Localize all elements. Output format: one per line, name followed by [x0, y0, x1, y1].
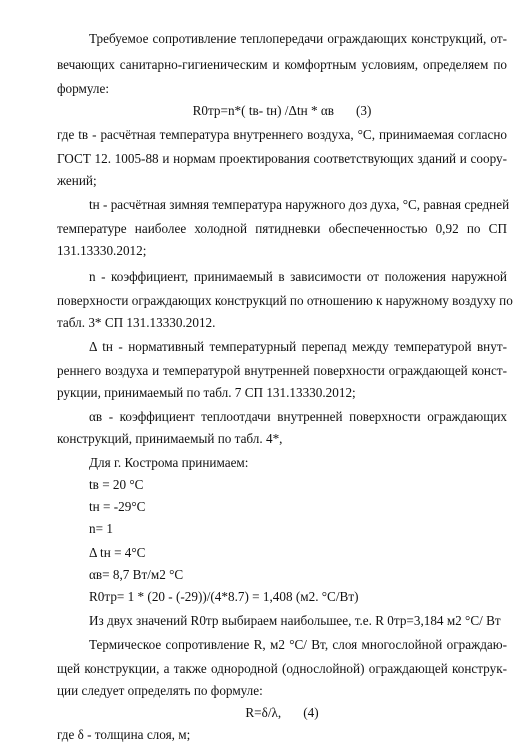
paragraph-line: ГОСТ 12. 1005-88 и нормам проектирования соответствующих зданий и соору- — [57, 151, 507, 166]
paragraph-line: формуле: — [57, 81, 109, 96]
formula-text: R0тр=n*( tв- tн) /Δtн * αв — [192, 103, 334, 118]
formula-number: (3) — [356, 103, 372, 118]
value-line: n= 1 — [89, 521, 113, 536]
paragraph-line: Требуемое сопротивление теплопередачи ограждающих конструкций, от- — [89, 31, 507, 46]
value-line: tв = 20 °С — [89, 477, 144, 492]
paragraph-line: жений; — [57, 173, 97, 188]
paragraph-line: вечающих санитарно-гигиеническим и комфортным условиям, определяем по — [57, 57, 507, 72]
paragraph-line: Из двух значений R0тр выбираем наибольшее, т.е. R 0тр=3,184 м2 °С/ Вт — [89, 613, 501, 628]
value-line: Δ tн = 4°С — [89, 545, 146, 560]
formula-number: (4) — [303, 705, 319, 720]
paragraph-line: поверхности ограждающих конструкций по отношению к наружному воздуху по — [57, 293, 513, 308]
formula-4 — [57, 702, 507, 724]
paragraph-line: где tв - расчётная температура внутреннего воздуха, °С, принимаемая согласно — [57, 127, 507, 142]
paragraph-line: рукции, принимаемый по табл. 7 СП 131.13330.2012; — [57, 385, 356, 400]
value-line: tн = -29°С — [89, 499, 146, 514]
value-line: αв= 8,7 Вт/м2 °С — [89, 567, 184, 582]
paragraph-line: ции следует определять по формуле: — [57, 683, 263, 698]
paragraph-line: температуре наиболее холодной пятидневки обеспеченностью 0,92 по СП — [57, 221, 507, 236]
paragraph-line: tн - расчётная зимняя температура наружного доз духа, °С, равная средней — [89, 197, 510, 212]
paragraph-line: табл. 3* СП 131.13330.2012. — [57, 315, 216, 330]
paragraph-line: n - коэффициент, принимаемый в зависимости от положения наружной — [89, 269, 507, 284]
paragraph-line: щей конструкции, а также однородной (однослойной) ограждающей конструк- — [57, 661, 507, 676]
paragraph-line: реннего воздуха и температурой внутренней поверхности ограждающей конст- — [57, 363, 507, 378]
paragraph-line: Δ tн - нормативный температурный перепад между температурой внут- — [89, 339, 507, 354]
paragraph-line: конструкций, принимаемый по табл. 4*, — [57, 431, 283, 446]
paragraph-line: Для г. Кострома принимаем: — [89, 455, 249, 470]
paragraph-line: 131.13330.2012; — [57, 243, 147, 258]
paragraph-line: Термическое сопротивление R, м2 °С/ Вт, слоя многослойной ограждаю- — [89, 637, 507, 652]
formula-3 — [57, 100, 507, 122]
paragraph-line: где δ - толщина слоя, м; — [57, 727, 191, 742]
paragraph-line: αв - коэффициент теплоотдачи внутренней поверхности ограждающих — [89, 409, 507, 424]
value-line: R0тр= 1 * (20 - (-29))/(4*8.7) = 1,408 (м2. °С/Вт) — [89, 589, 359, 604]
formula-text: R=δ/λ, — [245, 705, 282, 720]
